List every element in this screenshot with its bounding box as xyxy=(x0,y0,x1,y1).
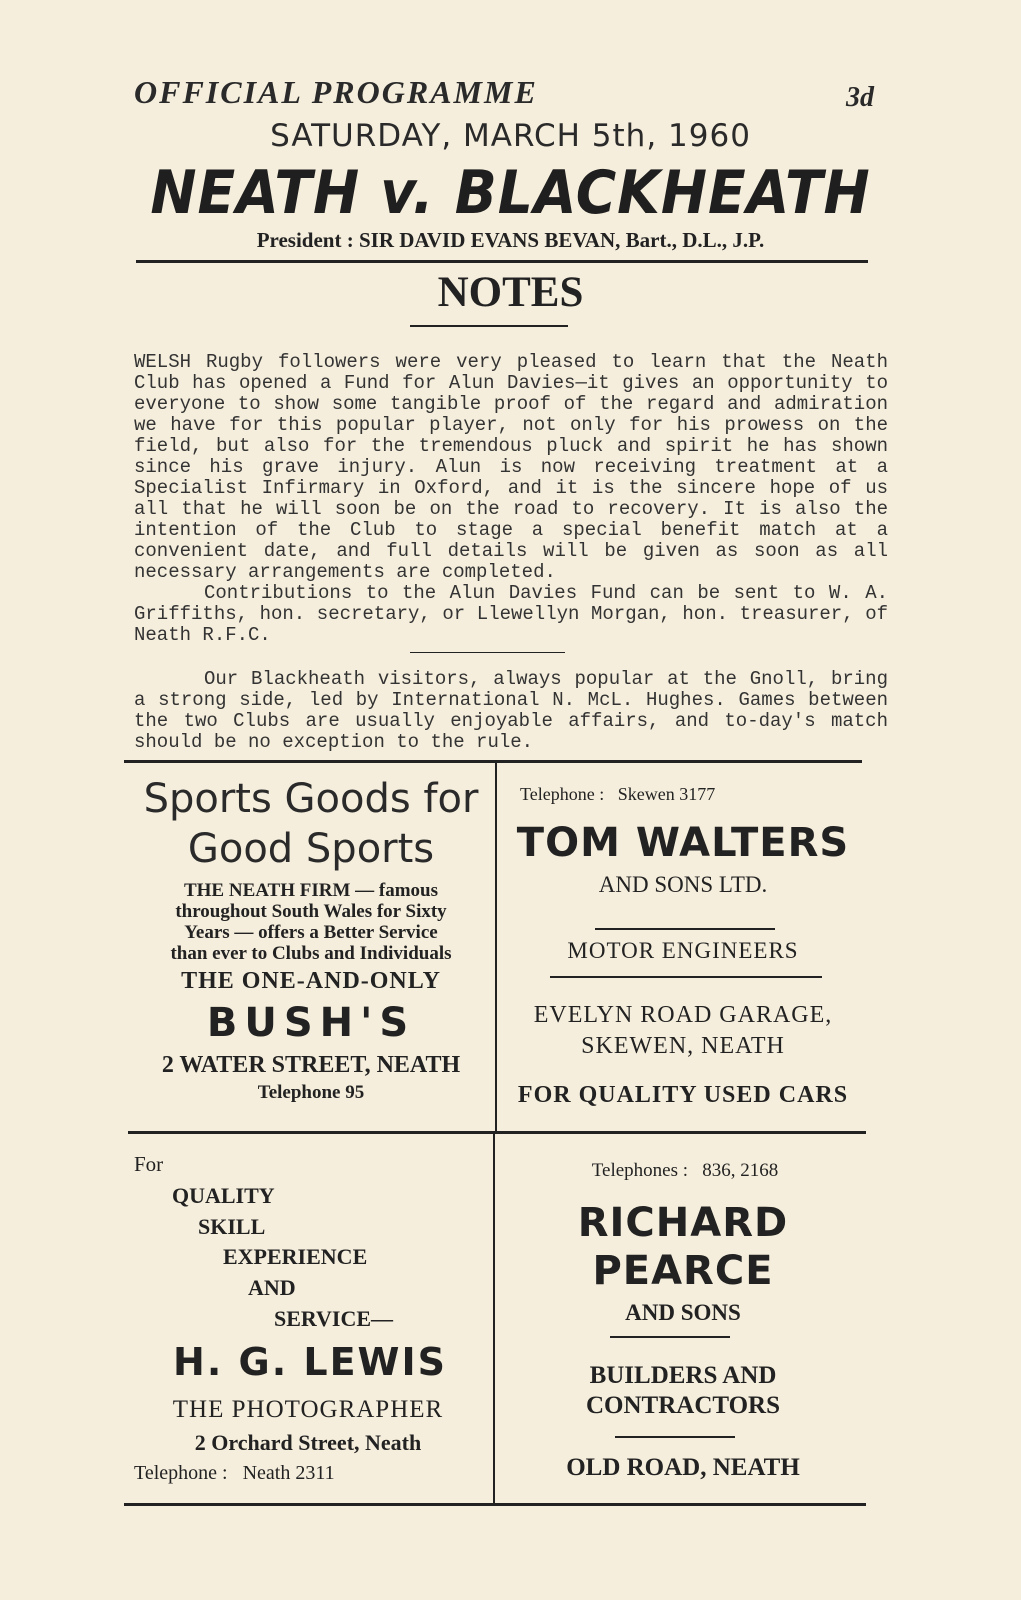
ad-company-name: TOM WALTERS xyxy=(516,820,850,866)
ad-address: EVELYN ROAD GARAGE, xyxy=(533,1002,833,1028)
ad-phone: Telephones : 836, 2168 xyxy=(591,1160,779,1181)
president-line: President : SIR DAVID EVANS BEVAN, Bart., D.L., J.P. xyxy=(256,228,765,252)
ad-company-name: PEARCE xyxy=(592,1248,774,1294)
ad-phone: Telephone 95 xyxy=(257,1082,365,1103)
ad-tagline: THE ONE-AND-ONLY xyxy=(181,968,441,994)
ad-divider xyxy=(550,976,822,978)
ad-address: 2 Orchard Street, Neath xyxy=(194,1430,422,1455)
ad-blurb: Years — offers a Better Service xyxy=(184,922,438,943)
ad-phone: Telephone : Skewen 3177 xyxy=(520,784,716,804)
ad-intro: For xyxy=(134,1152,164,1176)
ad-blurb: than ever to Clubs and Individuals xyxy=(170,943,452,964)
match-date: SATURDAY, MARCH 5th, 1960 xyxy=(270,118,751,154)
ad-company-name: RICHARD xyxy=(577,1200,789,1246)
header-divider xyxy=(136,260,868,263)
ad-blurb: throughout South Wales for Sixty xyxy=(175,901,447,922)
notes-separator xyxy=(410,652,565,653)
ad-quality-word: QUALITY xyxy=(172,1183,275,1208)
ad-address: OLD ROAD, NEATH xyxy=(566,1454,800,1481)
ad-headline: Sports Goods for xyxy=(143,776,479,822)
ad-address: SKEWEN, NEATH xyxy=(581,1033,785,1059)
ad-trade: BUILDERS AND xyxy=(589,1362,777,1389)
programme-label: OFFICIAL PROGRAMME xyxy=(134,74,538,110)
match-title: NEATH v. BLACKHEATH xyxy=(150,158,871,228)
ads-bottom-rule xyxy=(124,1503,866,1506)
ad-subtitle: AND SONS LTD. xyxy=(598,872,768,897)
ad-richard-pearce xyxy=(500,1140,866,1496)
ad-subtitle: AND SONS xyxy=(625,1300,741,1325)
notes-section-1 xyxy=(134,352,888,646)
notes-paragraph: WELSH Rugby followers were very pleased to learn that the Neath Club has opened a Fund for Alun Davies—it gives an opportunity to everyone to show some tangible proof of the regard and admiration we have for this popular player, not only for his prowess on the field, but also for the tremendous pluck and spirit he has shown since his grave injury. Alun is now receiving treatment at a Specialist Infirmary in Oxford, and it is the sincere hope of us all that he will soon be on the road to recovery. It is also the intention of the Club to stage a special benefit match at a convenient date, and full details will be given as soon as all necessary arrangements are completed. xyxy=(134,351,888,583)
ad-tagline: FOR QUALITY USED CARS xyxy=(517,1082,849,1108)
ad-phone: Telephone : Neath 2311 xyxy=(134,1462,335,1484)
ad-quality-word: AND xyxy=(248,1275,296,1300)
ads-vertical-rule-top xyxy=(495,763,497,1131)
ad-quality-word: EXPERIENCE xyxy=(223,1244,368,1269)
notes-paragraph: Contributions to the Alun Davies Fund can be sent to W. A. Griffiths, hon. secretary, or Llewellyn Morgan, hon. treasurer, of Neath R.F.C. xyxy=(134,582,888,646)
ad-divider xyxy=(615,1436,735,1438)
ads-top-rule xyxy=(124,760,862,763)
ad-hg-lewis xyxy=(130,1140,490,1496)
ad-company-name: H. G. LEWIS xyxy=(173,1340,447,1384)
notes-title-underline xyxy=(410,325,568,327)
notes-paragraph: Our Blackheath visitors, always popular at the Gnoll, bring a strong side, led by International N. McL. Hughes. Games between the two Clubs are usually enjoyable affairs, and to-day's match should be no exception to the rule. xyxy=(134,668,888,753)
ad-quality-word: SKILL xyxy=(198,1214,266,1239)
ad-bushs xyxy=(130,770,492,1126)
ad-trade: THE PHOTOGRAPHER xyxy=(172,1396,444,1423)
ad-trade: CONTRACTORS xyxy=(585,1392,781,1419)
ad-headline: Good Sports xyxy=(187,826,435,872)
programme-price: 3d xyxy=(846,82,874,113)
ads-middle-rule xyxy=(128,1131,866,1134)
ad-divider xyxy=(595,928,775,930)
ad-divider xyxy=(610,1336,730,1338)
notes-title: NOTES xyxy=(437,269,584,316)
ad-blurb: THE NEATH FIRM — famous xyxy=(183,880,439,901)
ad-quality-word: SERVICE— xyxy=(274,1306,394,1331)
ad-address: 2 WATER STREET, NEATH xyxy=(161,1052,461,1078)
ad-tom-walters xyxy=(500,770,866,1126)
ad-company-name: BUSH'S xyxy=(206,1000,416,1046)
ad-trade: MOTOR ENGINEERS xyxy=(567,938,799,963)
ads-vertical-rule-bottom xyxy=(493,1134,495,1503)
notes-section-2 xyxy=(134,669,888,753)
